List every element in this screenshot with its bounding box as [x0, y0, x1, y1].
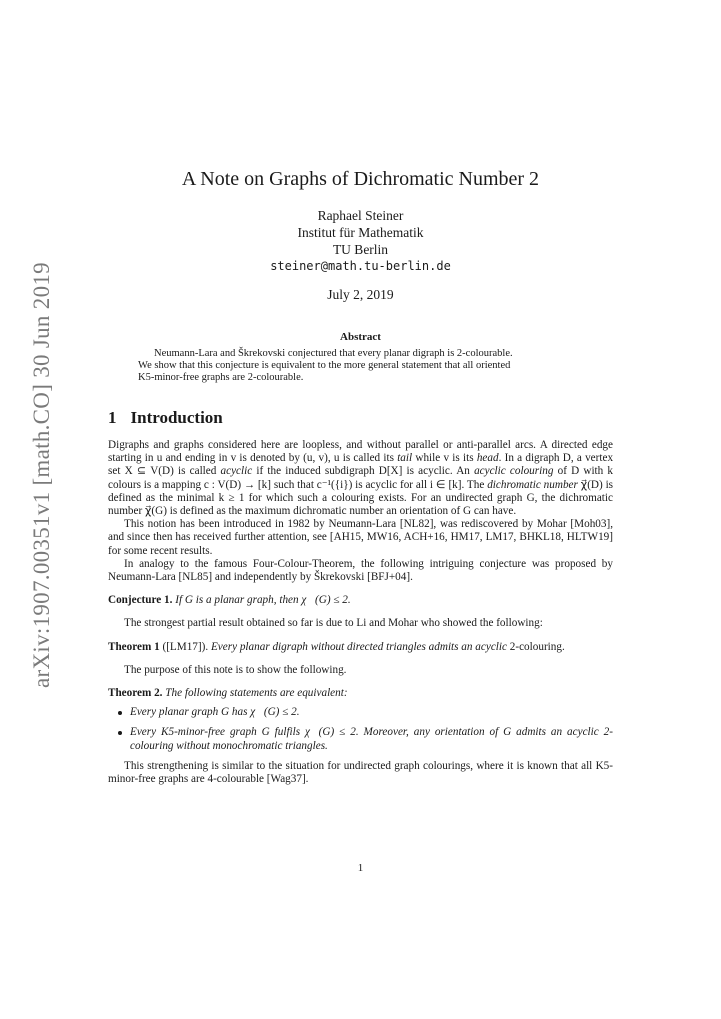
list-item: Every K5-minor-free graph G fulfils χ⃗(G) ≤ 2. Moreover, any orientation of G admits an acyclic 2-colouring without monochromatic triangles. [108, 726, 613, 752]
paper-date: July 2, 2019 [327, 287, 394, 302]
conjecture-1: Conjecture 1. If G is a planar graph, then χ⃗(G) ≤ 2. [108, 594, 351, 607]
section-body [108, 439, 613, 786]
arxiv-stamp-text: arXiv:1907.00351v1 [math.CO] 30 Jun 2019 [29, 262, 54, 688]
theorem-1: Theorem 1 ([LM17]). Every planar digraph without directed triangles admits an acyclic 2-colouring. [108, 640, 565, 653]
abstract-line-3: K5-minor-free graphs are 2-colourable. [138, 372, 304, 383]
author-affiliation: Institut für Mathematik [297, 225, 424, 240]
theorem-2-list [108, 706, 613, 753]
abstract-line-2: We show that this conjecture is equivalent to the more general statement that all oriented [138, 360, 511, 371]
author-institution: TU Berlin [332, 242, 389, 257]
arxiv-stamp [22, 262, 62, 688]
paper-title: A Note on Graphs of Dichromatic Number 2 [181, 168, 540, 190]
paragraph-definitions: Digraphs and graphs considered here are loopless, and without parallel or anti-parallel arcs. A directed edge starting in u and ending in v is denoted by (u, v), u is called its tail while v is its head. In a digraph D, a vertex set X ⊆ V(D) is called acyclic if the induced subdigraph D[X] is acyclic. An acyclic colouring of D with k colours is a mapping c : V(D) → [k] such that c⁻¹({i}) is acyclic for all i ∈ [k]. The dichromatic number χ⃗(D) is defined as the minimal k ≥ 1 for which such a colouring exists. For an undirected graph G, the dichromatic number χ⃗(G) is defined as the maximum dichromatic number an orientation of G can have. [108, 439, 614, 518]
theorem-2: Theorem 2. The following statements are equivalent: [108, 687, 348, 700]
paragraph-partial-result: The strongest partial result obtained so far is due to Li and Mohar who showed the following: [124, 617, 543, 630]
section-title: Introduction [130, 408, 223, 427]
abstract-line-1: Neumann-Lara and Škrekovski conjectured that every planar digraph is 2-colourable. [154, 348, 513, 359]
page-number: 1 [357, 862, 364, 874]
paragraph-history: This notion has been introduced in 1982 by Neumann-Lara [NL82], was rediscovered by Mohar [Moh03], and since then has received further attention, see [AH15, MW16, ACH+16, HM17, LM17, BHKL18, HLTW19] for some recent results. [108, 518, 613, 557]
author-block [108, 207, 613, 275]
paragraph-analogy: In analogy to the famous Four-Colour-Theorem, the following intriguing conjecture was proposed by Neumann-Lara [NL85] and independently by Škrekovski [BFJ+04]. [108, 557, 613, 584]
list-item: Every planar graph G has χ⃗(G) ≤ 2. [108, 706, 613, 719]
section-number: 1 [108, 408, 117, 427]
abstract-heading: Abstract [340, 331, 381, 343]
section-heading [108, 408, 223, 428]
paragraph-strengthening: This strengthening is similar to the situation for undirected graph colourings, where it is known that all K5-minor-free graphs are 4-colourable [Wag37]. [108, 759, 613, 786]
paragraph-purpose: The purpose of this note is to show the following. [124, 663, 347, 676]
author-email: steiner@math.tu-berlin.de [270, 259, 451, 273]
abstract-body [138, 348, 583, 384]
author-name: Raphael Steiner [317, 208, 404, 223]
